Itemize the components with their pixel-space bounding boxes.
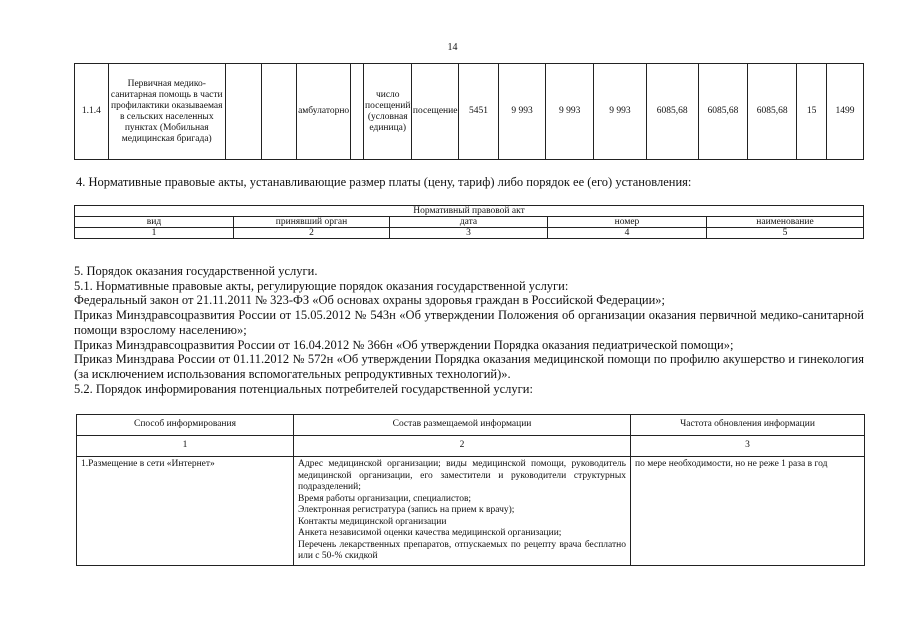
info-content-line: Адрес медицинской организации; виды медицинской помощи, руководитель медицинской организации, его заместители и руководители структурных подразделений; xyxy=(298,459,626,492)
info-content-line: Время работы организации, специалистов; xyxy=(298,493,472,504)
service-code: 1.1.4 xyxy=(75,64,109,160)
volume-value: 9 993 xyxy=(498,64,545,160)
column-header: Состав размещаемой информации xyxy=(294,415,631,436)
deviation-percent: 15 xyxy=(797,64,827,160)
empty-cell xyxy=(261,64,297,160)
column-header: вид xyxy=(75,217,234,228)
info-content-line: Анкета независимой оценки качества медицинской организации; xyxy=(298,528,562,538)
empty-cell xyxy=(350,64,363,160)
table-row xyxy=(77,457,865,566)
column-number: 5 xyxy=(707,228,864,239)
table-header-row xyxy=(77,415,865,436)
measure-name: число посещений (условная единица) xyxy=(364,64,412,160)
section-5 xyxy=(74,264,864,396)
column-header: Способ информирования xyxy=(77,415,294,436)
section-5-line: Федеральный закон от 21.11.2011 № 323-ФЗ «Об основах охраны здоровья граждан в Российской Федерации»; xyxy=(74,293,666,308)
price-value: 6085,68 xyxy=(646,64,698,160)
column-header: Частота обновления информации xyxy=(631,415,865,436)
okei-code: 5451 xyxy=(459,64,499,160)
section-5-line: 5.1. Нормативные правовые акты, регулирующие порядок оказания государственной услуги: xyxy=(74,278,569,293)
info-method: 1.Размещение в сети «Интернет» xyxy=(77,457,294,566)
price-value: 6085,68 xyxy=(698,64,747,160)
column-header: номер xyxy=(548,217,707,228)
column-number: 3 xyxy=(390,228,548,239)
table-row xyxy=(77,436,865,457)
info-frequency: по мере необходимости, но не реже 1 раза в год xyxy=(631,457,865,566)
price-value: 6085,68 xyxy=(748,64,797,160)
service-name: Первичная медико-санитарная помощь в части профилактики оказываемая в сельских населенных пунктах (Мобильная медицинская бригада) xyxy=(108,64,225,160)
info-content-line: Электронная регистратура (запись на прием к врачу); xyxy=(298,505,515,515)
column-number: 3 xyxy=(631,436,865,457)
volume-value: 9 993 xyxy=(546,64,594,160)
table-row xyxy=(75,64,864,160)
section-4-heading: 4. Нормативные правовые акты, устанавливающие размер платы (цену, тариф) либо порядок ее (его) установления: xyxy=(76,175,692,189)
column-header: принявший орган xyxy=(234,217,390,228)
service-form: амбулаторно xyxy=(297,64,350,160)
column-number: 4 xyxy=(548,228,707,239)
legal-acts-table xyxy=(74,205,864,239)
column-number: 2 xyxy=(234,228,390,239)
section-5-line: 5.2. Порядок информирования потенциальных потребителей государственной услуги: xyxy=(74,381,533,396)
table-row xyxy=(75,228,864,239)
table-row xyxy=(75,206,864,217)
section-5-line: 5. Порядок оказания государственной услуги. xyxy=(74,264,318,278)
deviation-value: 1499 xyxy=(826,64,863,160)
information-table xyxy=(76,414,865,566)
page-number: 14 xyxy=(447,42,458,53)
section-5-line: Приказ Минздравсоцразвития России от 15.05.2012 № 543н «Об утверждении Положения об организации оказания первичной медико-санитарной помощи взрослому населению»; xyxy=(74,308,864,337)
column-number: 2 xyxy=(294,436,631,457)
service-volume-table xyxy=(74,63,864,160)
info-content-line: Перечень лекарственных препаратов, отпускаемых по рецепту врача бесплатно или с 50-% скидкой xyxy=(298,539,626,561)
column-number: 1 xyxy=(77,436,294,457)
column-header: дата xyxy=(390,217,548,228)
empty-cell xyxy=(225,64,261,160)
column-header: наименование xyxy=(707,217,864,228)
table-header-row xyxy=(75,217,864,228)
info-content-line: Контакты медицинской организации xyxy=(298,516,447,527)
column-number: 1 xyxy=(75,228,234,239)
measure-unit: посещение xyxy=(412,64,459,160)
section-5-line: Приказ Минздравсоцразвития России от 16.04.2012 № 366н «Об утверждении Порядка оказания педиатрической помощи»; xyxy=(74,337,734,352)
volume-value: 9 993 xyxy=(594,64,646,160)
table-title: Нормативный правовой акт xyxy=(75,206,864,217)
info-content xyxy=(294,457,631,566)
section-5-line: Приказ Минздрава России от 01.11.2012 № 572н «Об утверждении Порядка оказания медицинской помощи по профилю акушерство и гинекология (за исключением использования вспомогательных репродуктивных технологий)». xyxy=(74,352,864,381)
